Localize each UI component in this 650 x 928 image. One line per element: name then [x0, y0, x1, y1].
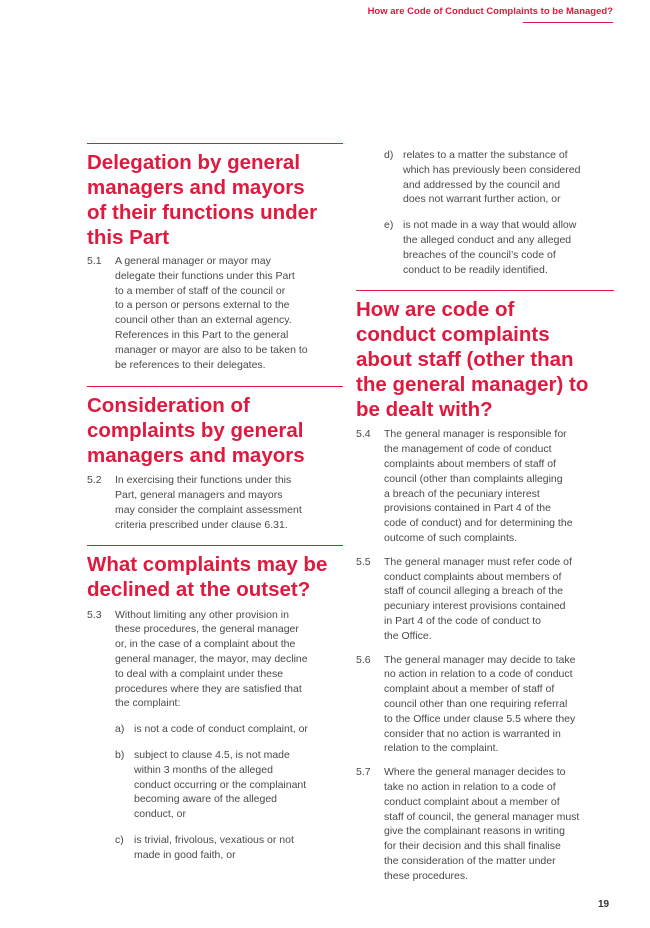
text-line: the management of code of conduct — [384, 443, 552, 456]
text-line: to deal with a complaint under these — [115, 667, 284, 680]
text-line: code of conduct) and for determining the — [384, 517, 573, 530]
clause-text — [384, 765, 614, 883]
clause-text — [384, 555, 614, 644]
clause-number: 5.3 — [87, 608, 102, 621]
heading-staff — [356, 297, 614, 422]
page-number: 19 — [598, 899, 610, 910]
clause-5-3 — [87, 608, 343, 712]
list-letter: b) — [115, 748, 125, 761]
text-line: take no action in relation to a code of — [384, 780, 556, 793]
text-line: within 3 months of the alleged — [134, 763, 273, 776]
text-line: A general manager or mayor may — [115, 255, 271, 267]
text-line: conduct, or — [134, 808, 186, 821]
text-line: be dealt with? — [356, 398, 493, 422]
text-line: In exercising their functions under this — [115, 474, 292, 487]
clause-text — [384, 427, 614, 545]
list-letter: a) — [115, 723, 125, 736]
text-line: of their functions under — [87, 201, 318, 224]
text-line: general manager, the mayor, may decline — [115, 652, 308, 665]
clause-5-5 — [356, 555, 614, 644]
text-line: procedures where they are satisfied that — [115, 682, 302, 695]
text-line: Without limiting any other provision in — [115, 608, 289, 621]
text-line: the general manager) to — [356, 373, 589, 397]
text-line: to a person or persons external to the — [115, 299, 290, 312]
text-line: conduct occurring or the complainant — [134, 778, 307, 791]
text-line: made in good faith, or — [134, 848, 236, 861]
text-line: give the complainant reasons in writing — [384, 825, 565, 838]
clause-number: 5.2 — [87, 474, 102, 487]
text-line: becoming aware of the alleged — [134, 793, 278, 806]
text-line: How are code of — [356, 298, 515, 322]
text-line: What complaints may be — [87, 552, 328, 576]
text-line: conduct complaint about a member of — [384, 795, 560, 808]
text-line: and addressed by the council and — [403, 178, 561, 191]
text-line: the complaint: — [115, 697, 181, 710]
section-rule — [87, 143, 343, 144]
list-item-b — [115, 748, 343, 822]
text-line: conduct complaints about members of — [384, 570, 562, 583]
text-line: or, in the case of a complaint about the — [115, 638, 296, 651]
clause-5-1 — [87, 254, 343, 372]
text-line: complaints by general — [87, 419, 304, 443]
text-line: which has previously been considered — [403, 163, 581, 176]
text-line: the alleged conduct and any alleged — [403, 233, 572, 246]
text-line: The general manager is responsible for — [384, 428, 567, 441]
text-line: these procedures. — [384, 869, 469, 882]
list-text — [134, 748, 343, 822]
list-letter: e) — [384, 219, 394, 232]
text-line: complaint about a member of staff of — [384, 683, 555, 696]
clause-5-6 — [356, 653, 614, 757]
text-line: council other than an external agency. — [115, 314, 292, 327]
list-item-a — [115, 722, 343, 737]
text-line: council (other than complaints alleging — [384, 472, 563, 485]
text-line: outcome of such complaints. — [384, 531, 518, 544]
list-text — [403, 148, 614, 207]
text-line: may consider the complaint assessment — [115, 503, 302, 516]
text-line: Part, general managers and mayors — [115, 489, 283, 502]
clause-5-2 — [87, 473, 343, 532]
list-letter: d) — [384, 149, 394, 161]
text-line: to the Office under clause 5.5 where they — [384, 712, 576, 725]
running-header: How are Code of Conduct Complaints to be Managed? — [367, 6, 613, 17]
text-line: the Office. — [384, 629, 432, 642]
text-line: The general manager must refer code of — [384, 555, 572, 568]
text-line: subject to clause 4.5, is not made — [134, 748, 290, 761]
text-line: conduct to be readily identified. — [403, 263, 548, 276]
text-line: is trivial, frivolous, vexatious or not — [134, 833, 294, 846]
text-line: conduct complaints — [356, 323, 550, 347]
text-line: breaches of the council’s code of — [403, 248, 556, 261]
heading-delegation — [87, 150, 343, 250]
section-rule — [87, 386, 343, 387]
clause-number: 5.1 — [87, 255, 102, 267]
list-item-d — [384, 148, 614, 207]
clause-number: 5.7 — [356, 766, 371, 779]
list-text — [134, 833, 343, 863]
text-line: for their decision and this shall finalise — [384, 840, 561, 853]
text-line: criteria prescribed under clause 6.31. — [115, 518, 288, 531]
clause-text — [384, 653, 614, 757]
text-line: these procedures, the general manager — [115, 623, 299, 636]
text-line: declined at the outset? — [87, 577, 311, 601]
clause-5-7 — [356, 765, 614, 883]
text-line: this Part — [87, 226, 170, 249]
text-line: in Part 4 of the code of conduct to — [384, 614, 542, 627]
heading-declined — [87, 552, 343, 602]
text-line: a breach of the pecuniary interest — [384, 487, 540, 500]
text-line: no action in relation to a code of conduct — [384, 668, 573, 681]
section-rule — [356, 290, 614, 291]
heading-consideration — [87, 393, 343, 468]
text-line: is not made in a way that would allow — [403, 219, 577, 232]
clause-text — [115, 254, 343, 372]
list-letter: c) — [115, 833, 124, 846]
text-line: Where the general manager decides to — [384, 766, 566, 779]
text-line: manager or mayor are also to be taken to — [115, 343, 308, 356]
text-line: about staff (other than — [356, 348, 574, 372]
text-line: Delegation by general — [87, 151, 301, 174]
text-line: pecuniary interest provisions contained — [384, 600, 566, 613]
left-column — [87, 143, 343, 863]
list-text — [134, 722, 343, 737]
clause-5-4 — [356, 427, 614, 545]
text-line: managers and mayors — [87, 444, 305, 468]
list-item-e — [384, 218, 614, 277]
clause-number: 5.6 — [356, 653, 371, 666]
text-line: staff of council alleging a breach of the — [384, 585, 564, 598]
text-line: References in this Part to the general — [115, 328, 289, 341]
text-line: relates to a matter the substance of — [403, 149, 568, 161]
text-line: complaints about members of staff of — [384, 457, 556, 470]
list-item-c — [115, 833, 343, 863]
clause-text — [115, 473, 343, 532]
clause-number: 5.4 — [356, 428, 371, 441]
clause-number: 5.5 — [356, 555, 371, 568]
text-line: managers and mayors — [87, 176, 305, 199]
text-line: to a member of staff of the council or — [115, 284, 286, 297]
clause-text — [115, 608, 343, 712]
text-line: The general manager may decide to take — [384, 653, 576, 666]
text-line: staff of council, the general manager must — [384, 810, 580, 823]
section-rule — [87, 545, 343, 546]
text-line: be references to their delegates. — [115, 358, 266, 371]
list-text — [403, 218, 614, 277]
text-line: provisions contained in Part 4 of the — [384, 502, 551, 515]
text-line: Consideration of — [87, 394, 250, 418]
text-line: council other than one requiring referral — [384, 697, 568, 710]
text-line: consider that no action is warranted in — [384, 727, 561, 740]
right-column — [356, 148, 614, 883]
running-header-rule — [523, 22, 613, 23]
text-line: is not a code of conduct complaint, or — [134, 723, 308, 736]
text-line: relation to the complaint. — [384, 742, 499, 755]
text-line: does not warrant further action, or — [403, 193, 561, 206]
text-line: the consideration of the matter under — [384, 854, 556, 867]
text-line: delegate their functions under this Part — [115, 269, 295, 282]
